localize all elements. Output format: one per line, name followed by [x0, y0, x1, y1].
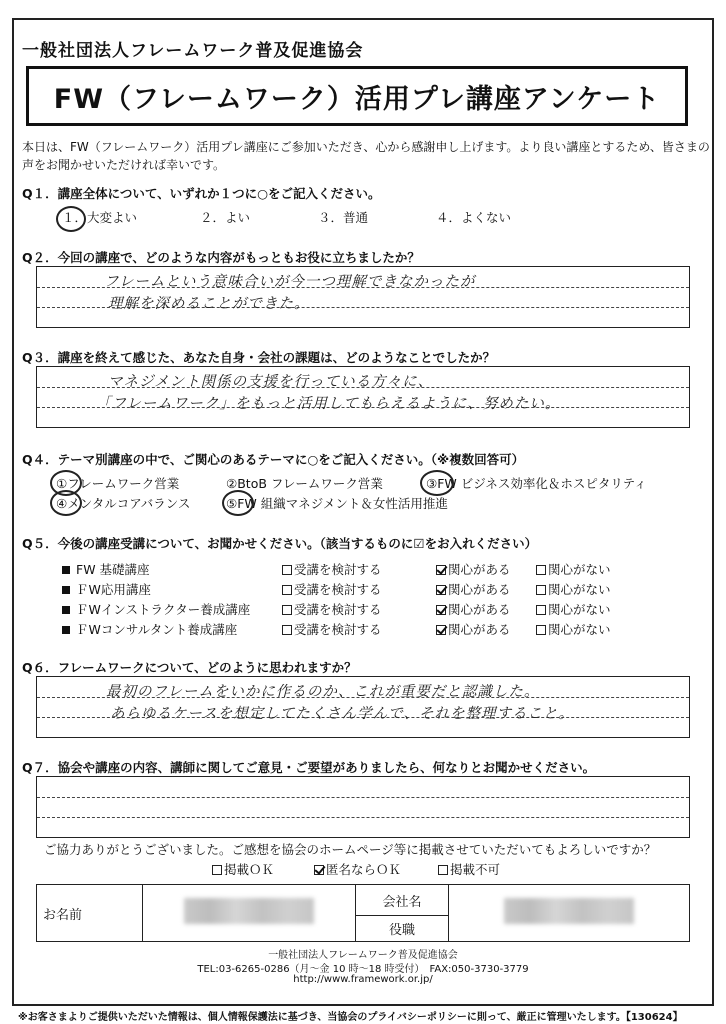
q4-circle-5	[222, 490, 254, 516]
checkbox-label: 関心がない	[548, 562, 611, 577]
redacted-company	[504, 898, 634, 924]
checkbox-checked[interactable]	[314, 865, 324, 875]
checkbox[interactable]	[282, 605, 292, 615]
position-label: 役職	[388, 923, 415, 938]
company-label: 会社名	[382, 894, 422, 910]
privacy-note: ※お客さまよりご提供いただいた情報は、個人情報保護法に基づき、当協会のプライバシーポリシーに則って、厳正に管理いたします。【130624】	[18, 1012, 683, 1023]
bullet-square	[62, 606, 70, 614]
bullet-square	[62, 586, 70, 594]
q5-row-course	[62, 560, 150, 578]
form-title-box	[26, 66, 688, 126]
checkbox[interactable]	[282, 625, 292, 635]
checkbox-label: 関心がある	[448, 622, 511, 637]
course-name: ＦW応用講座	[76, 582, 151, 597]
checkbox-label: 受講を検討する	[294, 562, 382, 577]
q3-answer-line-1: マネジメント関係の支援を行っている方々に、	[108, 374, 434, 390]
q5-row2-consider[interactable]	[282, 580, 382, 598]
q5-row-course	[62, 620, 237, 638]
q5-row3-consider[interactable]	[282, 600, 382, 618]
course-name: FW 基礎講座	[76, 562, 150, 577]
course-name: ＦWコンサルタント養成講座	[76, 622, 238, 637]
q5-row3-not[interactable]	[536, 600, 611, 618]
q1-option-1[interactable]: １．大変よい	[62, 210, 138, 225]
checkbox[interactable]	[282, 585, 292, 595]
q1-option-3[interactable]: ３．普通	[318, 210, 369, 225]
theme-number: ④	[56, 496, 68, 511]
q4-theme-5[interactable]	[226, 494, 448, 512]
consent-option-ok[interactable]	[212, 860, 274, 878]
checkbox-checked[interactable]	[436, 585, 446, 595]
q5-row1-not[interactable]	[536, 560, 611, 578]
theme-number: ⑤	[226, 496, 238, 511]
form-title: FW（フレームワーク）活用プレ講座アンケート	[53, 83, 661, 115]
q5-row2-interested[interactable]	[436, 580, 511, 598]
checkbox-checked[interactable]	[436, 625, 446, 635]
footer-org: 一般社団法人フレームワーク普及促進協会	[268, 950, 458, 961]
q2-answer-line-1: フレームという意味合いが今一つ理解できなかったが	[104, 274, 476, 290]
q4-theme-2[interactable]	[226, 474, 383, 492]
answer-line	[37, 817, 689, 818]
company-value-cell[interactable]	[449, 885, 690, 942]
q2-answer-line-2: 理解を深めることができた。	[108, 296, 310, 312]
q6-answer-line-1: 最初のフレームをいかに作るのか、これが重要だと認識した。	[106, 684, 540, 700]
name-label: お名前	[43, 907, 83, 923]
q5-row2-not[interactable]	[536, 580, 611, 598]
q5-row1-consider[interactable]	[282, 560, 382, 578]
theme-number: ①	[56, 476, 68, 491]
q1-option-2[interactable]: ２．よい	[200, 210, 251, 225]
company-label-cell	[356, 885, 449, 916]
q2-question: Q２．今回の講座で、どのような内容がもっともお役に立ちましたか？	[22, 250, 420, 265]
q1-question: Q１．講座全体について、いずれか１つに○をご記入ください。	[22, 186, 381, 201]
q5-row-course	[62, 580, 151, 598]
q4-question: Q４．テーマ別講座の中で、ご関心のあるテーマに○をご記入ください。（※複数回答可）	[22, 452, 525, 467]
checkbox-label: 関心がある	[448, 602, 511, 617]
q1-option-4[interactable]: ４．よくない	[436, 210, 512, 225]
q5-row-course	[62, 600, 250, 618]
checkbox-checked[interactable]	[436, 565, 446, 575]
checkbox-label: 関心がない	[548, 602, 611, 617]
redacted-name	[184, 898, 314, 924]
q5-row4-not[interactable]	[536, 620, 611, 638]
q5-row3-interested[interactable]	[436, 600, 511, 618]
theme-label: フレームワーク営業	[67, 476, 180, 491]
consent-option-no[interactable]	[438, 860, 500, 878]
q5-question: Q５．今後の講座受講について、お聞かせください。（該当するものに☑をお入れください）	[22, 536, 538, 551]
q3-question: Q３．講座を終えて感じた、あなた自身・会社の課題は、どのようなことでしたか？	[22, 350, 496, 365]
q7-question: Q７．協会や講座の内容、講師に関してご意見・ご要望がありましたら、何なりとお聞かせください。	[22, 760, 596, 775]
q4-circle-4	[50, 490, 82, 516]
q5-row4-consider[interactable]	[282, 620, 382, 638]
theme-label: BtoB フレームワーク営業	[237, 476, 383, 491]
theme-label: FW ビジネス効率化＆ホスピタリティ	[437, 476, 647, 491]
checkbox[interactable]	[536, 605, 546, 615]
theme-label: メンタルコアバランス	[67, 496, 191, 511]
theme-number: ③	[426, 476, 438, 491]
checkbox[interactable]	[438, 865, 448, 875]
name-label-cell	[37, 885, 143, 942]
checkbox-label: 受講を検討する	[294, 582, 382, 597]
q6-question: Q６．フレームワークについて、どのように思われますか？	[22, 660, 357, 675]
name-value-cell[interactable]	[143, 885, 356, 942]
consent-option-anonymous[interactable]	[314, 860, 401, 878]
checkbox-label: 掲載不可	[450, 862, 501, 877]
checkbox-label: 掲載ＯＫ	[224, 862, 275, 877]
footer-url[interactable]: http://www.framework.or.jp/	[293, 974, 433, 985]
footer-contact: TEL:03-6265-0286（月～金 10 時～18 時受付） FAX:050-3730-3779	[197, 964, 529, 975]
respondent-info-table	[36, 884, 690, 942]
q4-circle-3	[420, 470, 454, 496]
theme-number: ②	[226, 476, 238, 491]
consent-question: ご協力ありがとうございました。ご感想を協会のホームページ等に掲載させていただいてもよろしいですか？	[44, 842, 657, 857]
checkbox-label: 関心がある	[448, 582, 511, 597]
checkbox-label: 受講を検討する	[294, 602, 382, 617]
checkbox[interactable]	[536, 625, 546, 635]
q6-answer-line-2: あらゆるケースを想定してたくさん学んで、それを整理すること。	[110, 706, 574, 722]
checkbox-label: 関心がある	[448, 562, 511, 577]
bullet-square	[62, 626, 70, 634]
theme-label: FW 組織マネジメント＆女性活用推進	[237, 496, 448, 511]
checkbox[interactable]	[536, 565, 546, 575]
checkbox[interactable]	[536, 585, 546, 595]
organization-name: 一般社団法人フレームワーク普及促進協会	[22, 41, 364, 61]
checkbox-label: 受講を検討する	[294, 622, 382, 637]
q7-answer-box[interactable]	[36, 776, 690, 838]
checkbox-checked[interactable]	[436, 605, 446, 615]
checkbox-label: 匿名ならＯＫ	[326, 862, 402, 877]
course-name: ＦWインストラクター養成講座	[76, 602, 251, 617]
checkbox[interactable]	[212, 865, 222, 875]
checkbox-label: 関心がない	[548, 582, 611, 597]
intro-text: 本日は、FW（フレームワーク）活用プレ講座にご参加いただき、心から感謝申し上げます。より良い講座とするため、皆さまの声をお聞かせいただければ幸いです。	[22, 140, 710, 172]
answer-line	[37, 797, 689, 798]
checkbox[interactable]	[282, 565, 292, 575]
checkbox-label: 関心がない	[548, 622, 611, 637]
q5-row4-interested[interactable]	[436, 620, 511, 638]
q3-answer-line-2: 「フレームワーク」をもっと活用してもらえるように、努めたい。	[96, 396, 561, 412]
position-label-cell	[356, 916, 449, 942]
q5-row1-interested[interactable]	[436, 560, 511, 578]
bullet-square	[62, 566, 70, 574]
q4-theme-3[interactable]	[426, 474, 647, 492]
